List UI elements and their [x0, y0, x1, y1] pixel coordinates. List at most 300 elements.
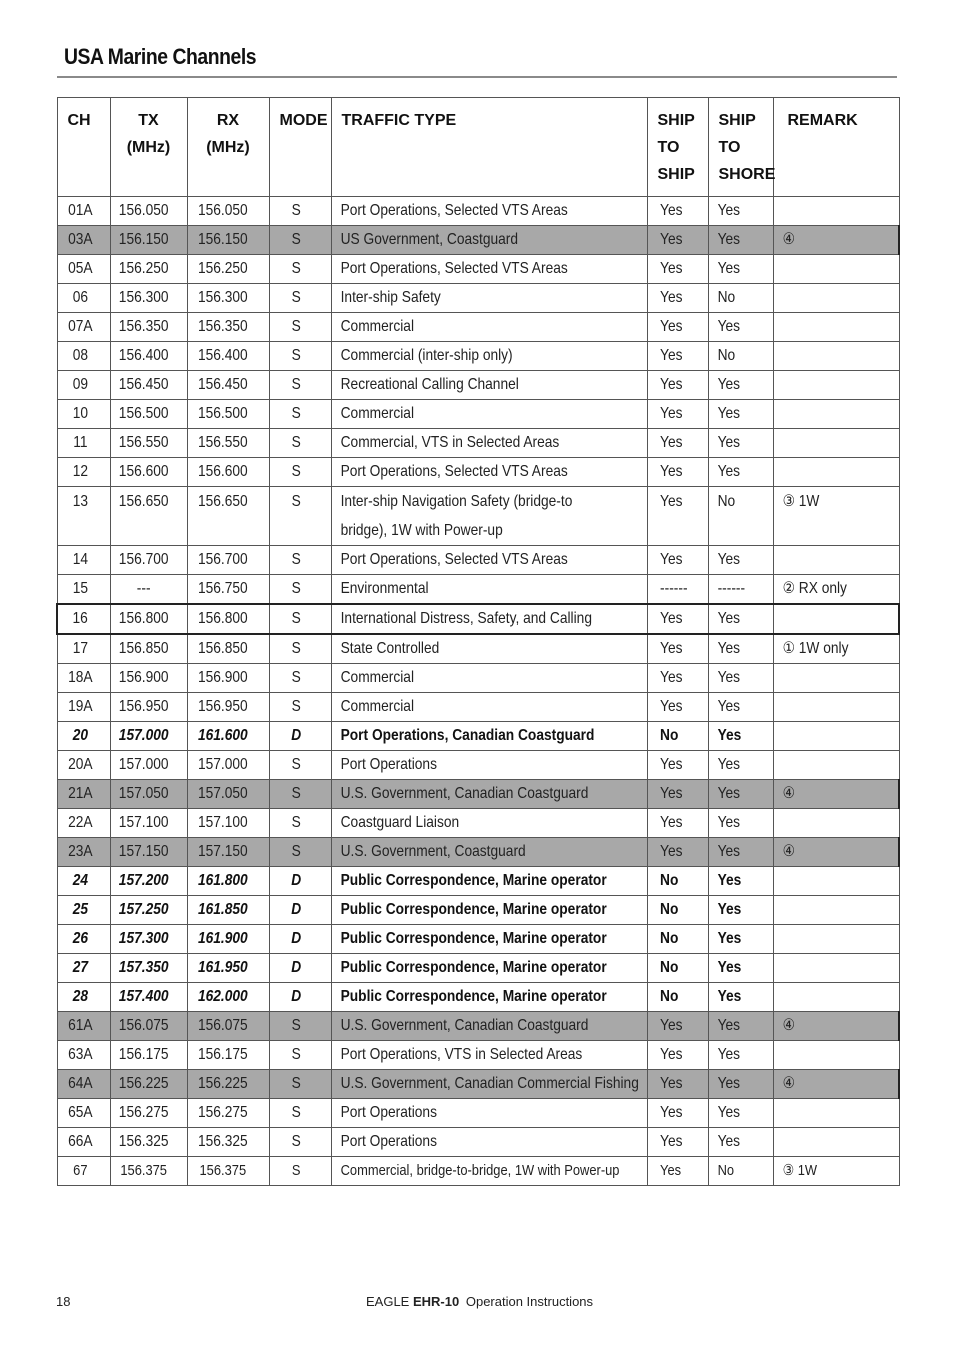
cell-traffic-type: Port Operations, Selected VTS Areas: [331, 255, 647, 284]
cell-mode: S: [269, 604, 331, 634]
cell-traffic-type: U.S. Government, Canadian Coastguard: [331, 780, 647, 809]
cell-ch: 26: [57, 925, 110, 954]
cell-rx: 162.000: [187, 983, 269, 1012]
cell-ship-to-shore: Yes: [708, 371, 773, 400]
cell-mode: S: [269, 371, 331, 400]
table-row: [57, 1041, 899, 1070]
cell-mode: D: [269, 722, 331, 751]
cell-rx: 156.800: [187, 604, 269, 634]
cell-tx: 157.100: [110, 809, 187, 838]
cell-tx: 157.350: [110, 954, 187, 983]
cell-rx: 161.800: [187, 867, 269, 896]
cell-tx: 156.225: [110, 1070, 187, 1099]
table-row: [57, 664, 899, 693]
table-row: [57, 722, 899, 751]
table-row: [57, 838, 899, 867]
header-traffic-type: TRAFFIC TYPE: [331, 98, 647, 197]
cell-remark: [773, 896, 899, 925]
cell-ch: 65A: [57, 1099, 110, 1128]
cell-tx: 156.950: [110, 693, 187, 722]
cell-ch: 27: [57, 954, 110, 983]
cell-tx: 156.175: [110, 1041, 187, 1070]
cell-ship-to-ship: Yes: [647, 1012, 708, 1041]
cell-traffic-type: Port Operations: [331, 751, 647, 780]
cell-ship-to-shore: Yes: [708, 604, 773, 634]
cell-mode: S: [269, 693, 331, 722]
cell-ch: 01A: [57, 197, 110, 226]
cell-traffic-type: Public Correspondence, Marine operator: [331, 925, 647, 954]
cell-tx: 156.150: [110, 226, 187, 255]
cell-mode: D: [269, 983, 331, 1012]
table-row: [57, 255, 899, 284]
cell-ship-to-ship: Yes: [647, 487, 708, 546]
header-ch: CH: [57, 98, 110, 197]
cell-remark: ③ 1W: [773, 1157, 899, 1186]
cell-rx: 161.900: [187, 925, 269, 954]
cell-mode: S: [269, 664, 331, 693]
cell-ch: 16: [57, 604, 110, 634]
cell-mode: S: [269, 284, 331, 313]
cell-remark: [773, 458, 899, 487]
cell-remark: [773, 400, 899, 429]
cell-mode: S: [269, 751, 331, 780]
cell-tx: 156.650: [110, 487, 187, 546]
header-mode: MODE: [269, 98, 331, 197]
footer-brand: EAGLE: [366, 1294, 410, 1309]
cell-tx: 156.700: [110, 546, 187, 575]
cell-ship-to-shore: Yes: [708, 693, 773, 722]
cell-tx: 156.600: [110, 458, 187, 487]
cell-ch: 20A: [57, 751, 110, 780]
cell-mode: S: [269, 400, 331, 429]
cell-rx: 156.850: [187, 634, 269, 664]
cell-remark: [773, 1128, 899, 1157]
cell-ch: 25: [57, 896, 110, 925]
footer-model: EHR-10: [412, 1294, 460, 1309]
cell-remark: [773, 342, 899, 371]
cell-ship-to-shore: Yes: [708, 1099, 773, 1128]
cell-ship-to-ship: Yes: [647, 342, 708, 371]
cell-ship-to-ship: Yes: [647, 371, 708, 400]
cell-tx: 156.250: [110, 255, 187, 284]
cell-tx: 156.375: [110, 1157, 187, 1186]
cell-rx: 156.750: [187, 575, 269, 605]
table-row: [57, 429, 899, 458]
cell-remark: [773, 693, 899, 722]
cell-ship-to-ship: Yes: [647, 664, 708, 693]
cell-mode: S: [269, 342, 331, 371]
cell-ship-to-shore: Yes: [708, 983, 773, 1012]
cell-ship-to-ship: No: [647, 983, 708, 1012]
cell-ship-to-shore: Yes: [708, 1070, 773, 1099]
cell-ship-to-ship: No: [647, 867, 708, 896]
cell-remark: [773, 954, 899, 983]
cell-rx: 156.375: [187, 1157, 269, 1186]
cell-mode: S: [269, 1157, 331, 1186]
cell-traffic-type: Inter-ship Navigation Safety (bridge-to bridge), 1W with Power-up: [331, 487, 647, 546]
cell-rx: 157.050: [187, 780, 269, 809]
cell-tx: 156.450: [110, 371, 187, 400]
table-row: [57, 400, 899, 429]
cell-ch: 22A: [57, 809, 110, 838]
cell-ch: 06: [57, 284, 110, 313]
cell-traffic-type: Public Correspondence, Marine operator: [331, 954, 647, 983]
cell-ship-to-shore: Yes: [708, 313, 773, 342]
cell-ship-to-ship: Yes: [647, 1041, 708, 1070]
table-row: [57, 1012, 899, 1041]
cell-ship-to-ship: Yes: [647, 313, 708, 342]
cell-rx: 156.500: [187, 400, 269, 429]
cell-traffic-type: U.S. Government, Coastguard: [331, 838, 647, 867]
cell-rx: 156.250: [187, 255, 269, 284]
table-row: [57, 1128, 899, 1157]
cell-tx: 157.250: [110, 896, 187, 925]
cell-ship-to-shore: Yes: [708, 634, 773, 664]
cell-tx: 157.300: [110, 925, 187, 954]
table-row: [57, 1157, 899, 1186]
table-row: [57, 371, 899, 400]
cell-ship-to-ship: Yes: [647, 226, 708, 255]
cell-ship-to-shore: Yes: [708, 838, 773, 867]
cell-mode: D: [269, 896, 331, 925]
cell-mode: S: [269, 1012, 331, 1041]
cell-ch: 66A: [57, 1128, 110, 1157]
cell-traffic-type: US Government, Coastguard: [331, 226, 647, 255]
cell-tx: 157.400: [110, 983, 187, 1012]
cell-ship-to-shore: No: [708, 284, 773, 313]
cell-ch: 23A: [57, 838, 110, 867]
table-row: [57, 284, 899, 313]
cell-traffic-type: Commercial: [331, 400, 647, 429]
cell-ship-to-ship: Yes: [647, 284, 708, 313]
cell-ch: 12: [57, 458, 110, 487]
cell-ch: 03A: [57, 226, 110, 255]
cell-ch: 18A: [57, 664, 110, 693]
cell-ship-to-ship: Yes: [647, 809, 708, 838]
cell-ship-to-shore: Yes: [708, 925, 773, 954]
cell-rx: 156.225: [187, 1070, 269, 1099]
table-row: [57, 867, 899, 896]
cell-traffic-type: Commercial (inter-ship only): [331, 342, 647, 371]
cell-traffic-type: Port Operations: [331, 1128, 647, 1157]
cell-traffic-type: Port Operations: [331, 1099, 647, 1128]
cell-remark: [773, 751, 899, 780]
cell-ch: 24: [57, 867, 110, 896]
cell-rx: 161.950: [187, 954, 269, 983]
cell-rx: 161.850: [187, 896, 269, 925]
cell-mode: S: [269, 634, 331, 664]
cell-traffic-type: Commercial: [331, 693, 647, 722]
cell-ship-to-ship: Yes: [647, 780, 708, 809]
cell-ch: 11: [57, 429, 110, 458]
table-row: [57, 896, 899, 925]
cell-ship-to-ship: No: [647, 722, 708, 751]
table-row: [57, 809, 899, 838]
cell-tx: 157.050: [110, 780, 187, 809]
cell-rx: 157.150: [187, 838, 269, 867]
cell-mode: S: [269, 1041, 331, 1070]
cell-ch: 10: [57, 400, 110, 429]
cell-remark: [773, 546, 899, 575]
cell-traffic-type: State Controlled: [331, 634, 647, 664]
cell-traffic-type: Port Operations, Selected VTS Areas: [331, 458, 647, 487]
cell-remark: [773, 313, 899, 342]
cell-ship-to-shore: Yes: [708, 429, 773, 458]
cell-mode: S: [269, 546, 331, 575]
cell-traffic-type: Public Correspondence, Marine operator: [331, 983, 647, 1012]
cell-mode: S: [269, 255, 331, 284]
cell-ship-to-shore: No: [708, 487, 773, 546]
cell-ship-to-shore: Yes: [708, 458, 773, 487]
header-rx: RX (MHz): [187, 98, 269, 197]
cell-traffic-type: International Distress, Safety, and Calling: [331, 604, 647, 634]
cell-remark: ① 1W only: [773, 634, 899, 664]
cell-remark: [773, 197, 899, 226]
table-row: [57, 1070, 899, 1099]
cell-ch: 05A: [57, 255, 110, 284]
cell-ship-to-ship: Yes: [647, 197, 708, 226]
cell-ship-to-shore: Yes: [708, 255, 773, 284]
cell-ch: 21A: [57, 780, 110, 809]
cell-ch: 63A: [57, 1041, 110, 1070]
table-row: [57, 1099, 899, 1128]
cell-remark: ③ 1W: [773, 487, 899, 546]
cell-rx: 156.600: [187, 458, 269, 487]
cell-rx: 156.150: [187, 226, 269, 255]
cell-ship-to-shore: Yes: [708, 1012, 773, 1041]
cell-mode: S: [269, 313, 331, 342]
cell-remark: ④: [773, 838, 899, 867]
cell-rx: 157.100: [187, 809, 269, 838]
cell-remark: ④: [773, 780, 899, 809]
cell-tx: 156.050: [110, 197, 187, 226]
cell-traffic-type: Public Correspondence, Marine operator: [331, 867, 647, 896]
cell-rx: 157.000: [187, 751, 269, 780]
cell-tx: 156.500: [110, 400, 187, 429]
cell-mode: S: [269, 487, 331, 546]
cell-tx: 156.350: [110, 313, 187, 342]
cell-remark: ④: [773, 1012, 899, 1041]
cell-ship-to-ship: Yes: [647, 255, 708, 284]
cell-tx: ---: [110, 575, 187, 605]
cell-rx: 156.050: [187, 197, 269, 226]
cell-tx: 156.400: [110, 342, 187, 371]
cell-ship-to-shore: Yes: [708, 867, 773, 896]
cell-ship-to-ship: Yes: [647, 604, 708, 634]
table-row: [57, 983, 899, 1012]
cell-ch: 13: [57, 487, 110, 546]
table-row: [57, 925, 899, 954]
cell-mode: S: [269, 809, 331, 838]
cell-ch: 15: [57, 575, 110, 605]
cell-ship-to-ship: Yes: [647, 751, 708, 780]
cell-mode: S: [269, 429, 331, 458]
cell-ch: 17: [57, 634, 110, 664]
table-row: [57, 780, 899, 809]
cell-mode: D: [269, 867, 331, 896]
table-row: [57, 575, 899, 605]
cell-ship-to-ship: Yes: [647, 634, 708, 664]
cell-traffic-type: U.S. Government, Canadian Coastguard: [331, 1012, 647, 1041]
cell-ch: 67: [57, 1157, 110, 1186]
cell-rx: 156.950: [187, 693, 269, 722]
cell-traffic-type: Port Operations, Selected VTS Areas: [331, 197, 647, 226]
table-row: [57, 226, 899, 255]
cell-mode: S: [269, 1070, 331, 1099]
cell-traffic-type: Port Operations, VTS in Selected Areas: [331, 1041, 647, 1070]
header-ship-to-shore: SHIP TO SHORE: [708, 98, 773, 197]
cell-traffic-type: Port Operations, Selected VTS Areas: [331, 546, 647, 575]
cell-tx: 157.000: [110, 751, 187, 780]
cell-rx: 156.175: [187, 1041, 269, 1070]
cell-ship-to-ship: Yes: [647, 400, 708, 429]
cell-rx: 156.400: [187, 342, 269, 371]
title-divider: [57, 76, 897, 78]
cell-traffic-type: U.S. Government, Canadian Commercial Fishing: [331, 1070, 647, 1099]
cell-ship-to-ship: No: [647, 954, 708, 983]
cell-ship-to-shore: Yes: [708, 954, 773, 983]
cell-mode: S: [269, 780, 331, 809]
footer-doc: Operation Instructions: [465, 1294, 594, 1309]
table-row: [57, 751, 899, 780]
cell-mode: S: [269, 1128, 331, 1157]
cell-ship-to-shore: Yes: [708, 400, 773, 429]
cell-rx: 156.350: [187, 313, 269, 342]
cell-traffic-type: Coastguard Liaison: [331, 809, 647, 838]
cell-remark: [773, 722, 899, 751]
cell-mode: S: [269, 458, 331, 487]
cell-ship-to-shore: Yes: [708, 664, 773, 693]
cell-ship-to-ship: No: [647, 925, 708, 954]
cell-ship-to-shore: Yes: [708, 546, 773, 575]
cell-ship-to-shore: Yes: [708, 1128, 773, 1157]
cell-ch: 09: [57, 371, 110, 400]
cell-traffic-type: Environmental: [331, 575, 647, 605]
cell-mode: S: [269, 838, 331, 867]
cell-traffic-type: Recreational Calling Channel: [331, 371, 647, 400]
cell-ship-to-shore: Yes: [708, 226, 773, 255]
cell-ship-to-shore: Yes: [708, 1041, 773, 1070]
table-row: [57, 693, 899, 722]
cell-ship-to-ship: No: [647, 896, 708, 925]
cell-ship-to-ship: Yes: [647, 546, 708, 575]
cell-ship-to-ship: Yes: [647, 1157, 708, 1186]
cell-remark: [773, 371, 899, 400]
cell-remark: [773, 1099, 899, 1128]
table-row: [57, 487, 899, 546]
cell-tx: 156.850: [110, 634, 187, 664]
cell-traffic-type: Commercial: [331, 313, 647, 342]
cell-remark: ④: [773, 1070, 899, 1099]
cell-rx: 156.275: [187, 1099, 269, 1128]
cell-ship-to-shore: Yes: [708, 751, 773, 780]
cell-tx: 157.000: [110, 722, 187, 751]
cell-traffic-type: Public Correspondence, Marine operator: [331, 896, 647, 925]
cell-rx: 156.700: [187, 546, 269, 575]
cell-ship-to-ship: Yes: [647, 429, 708, 458]
header-ship-to-ship: SHIP TO SHIP: [647, 98, 708, 197]
cell-ship-to-shore: No: [708, 342, 773, 371]
cell-ship-to-shore: No: [708, 1157, 773, 1186]
footer-doc-title: [366, 1294, 593, 1309]
channels-table: [56, 97, 900, 1186]
cell-ship-to-ship: Yes: [647, 1099, 708, 1128]
cell-ship-to-ship: Yes: [647, 1070, 708, 1099]
cell-ch: 19A: [57, 693, 110, 722]
table-row: [57, 342, 899, 371]
table-row: [57, 458, 899, 487]
page-number: 18: [56, 1294, 71, 1309]
cell-ship-to-shore: ------: [708, 575, 773, 605]
cell-tx: 156.325: [110, 1128, 187, 1157]
cell-remark: [773, 867, 899, 896]
cell-ship-to-shore: Yes: [708, 896, 773, 925]
cell-tx: 157.200: [110, 867, 187, 896]
cell-mode: S: [269, 226, 331, 255]
cell-rx: 156.650: [187, 487, 269, 546]
cell-rx: 156.900: [187, 664, 269, 693]
cell-mode: S: [269, 197, 331, 226]
cell-ship-to-shore: Yes: [708, 809, 773, 838]
cell-mode: D: [269, 925, 331, 954]
cell-tx: 157.150: [110, 838, 187, 867]
cell-mode: S: [269, 1099, 331, 1128]
cell-remark: [773, 284, 899, 313]
cell-ch: 07A: [57, 313, 110, 342]
header-tx: TX (MHz): [110, 98, 187, 197]
cell-mode: D: [269, 954, 331, 983]
cell-remark: ② RX only: [773, 575, 899, 605]
header-remark: REMARK: [773, 98, 899, 197]
cell-mode: S: [269, 575, 331, 605]
cell-traffic-type: Commercial, VTS in Selected Areas: [331, 429, 647, 458]
cell-rx: 156.450: [187, 371, 269, 400]
cell-ch: 14: [57, 546, 110, 575]
cell-ship-to-shore: Yes: [708, 197, 773, 226]
cell-ch: 64A: [57, 1070, 110, 1099]
cell-rx: 156.550: [187, 429, 269, 458]
table-row: [57, 604, 899, 634]
cell-ship-to-ship: Yes: [647, 693, 708, 722]
cell-tx: 156.300: [110, 284, 187, 313]
page-title: USA Marine Channels: [64, 44, 257, 69]
cell-tx: 156.275: [110, 1099, 187, 1128]
cell-tx: 156.550: [110, 429, 187, 458]
cell-remark: [773, 255, 899, 284]
cell-tx: 156.900: [110, 664, 187, 693]
cell-ch: 61A: [57, 1012, 110, 1041]
cell-ship-to-ship: ------: [647, 575, 708, 605]
table-row: [57, 954, 899, 983]
cell-remark: [773, 429, 899, 458]
cell-ship-to-ship: Yes: [647, 838, 708, 867]
cell-rx: 161.600: [187, 722, 269, 751]
cell-remark: [773, 983, 899, 1012]
cell-remark: [773, 604, 899, 634]
cell-remark: [773, 1041, 899, 1070]
cell-rx: 156.300: [187, 284, 269, 313]
cell-ship-to-ship: Yes: [647, 1128, 708, 1157]
cell-remark: ④: [773, 226, 899, 255]
cell-ship-to-ship: Yes: [647, 458, 708, 487]
cell-tx: 156.075: [110, 1012, 187, 1041]
cell-ship-to-shore: Yes: [708, 780, 773, 809]
cell-traffic-type: Commercial, bridge-to-bridge, 1W with Power-up: [331, 1157, 647, 1186]
cell-remark: [773, 925, 899, 954]
cell-ch: 20: [57, 722, 110, 751]
cell-rx: 156.075: [187, 1012, 269, 1041]
cell-ch: 08: [57, 342, 110, 371]
